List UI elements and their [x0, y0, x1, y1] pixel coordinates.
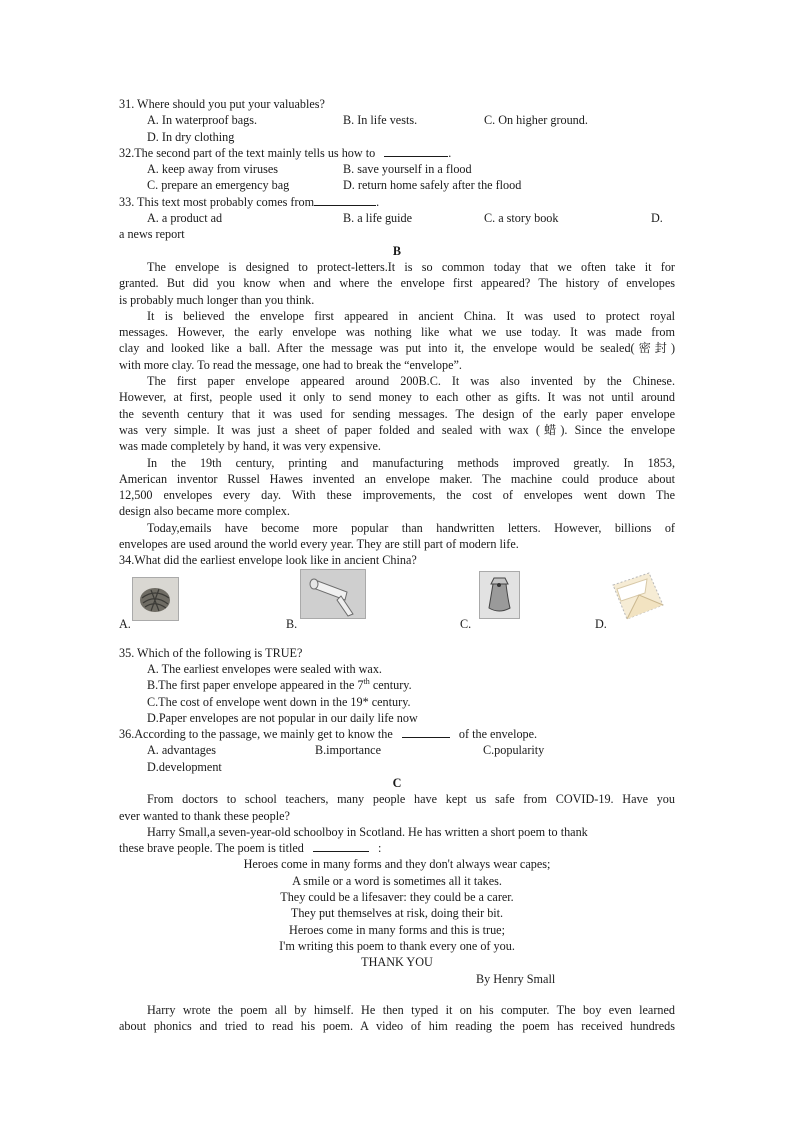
q34-option-c-label: C.	[460, 617, 472, 632]
q35-option-a: A. The earliest envelopes were sealed with wax.	[147, 661, 382, 676]
q33-option-c: C. a story book	[484, 211, 559, 226]
section-c-heading: C	[392, 775, 402, 790]
passage-b-line: American inventor Russel Hawes invented an envelope maker. The machine could produce about	[119, 471, 675, 486]
poem-line: Heroes come in many forms and this is true;	[289, 922, 505, 937]
q32-options-row1	[119, 161, 675, 177]
passage-c-line: From doctors to school teachers, many people have kept us safe from COVID-19. Have you	[147, 792, 675, 807]
poem-line: Heroes come in many forms and they don't always wear capes;	[243, 857, 551, 872]
q33-option-d-label: D.	[651, 211, 663, 226]
poem-title: THANK YOU	[361, 955, 433, 970]
poem-line: I'm writing this poem to thank every one of you.	[279, 938, 515, 953]
q31-stem: 31. Where should you put your valuables?	[119, 97, 325, 111]
passage-b-line: The envelope is designed to protect-letters.It is so common today that we often take it for	[147, 259, 675, 274]
poem-line: They could be a lifesaver: they could be a carer.	[280, 890, 514, 905]
q32-option-b: B. save yourself in a flood	[343, 162, 472, 177]
poem	[119, 856, 675, 986]
q36-options-row1	[119, 742, 675, 758]
q32-option-a: A. keep away from viruses	[147, 162, 278, 177]
q35-option-c: C.The cost of envelope went down in the 19* century.	[147, 694, 411, 709]
q33-option-d-text: a news report	[119, 227, 185, 242]
q36-option-c: C.popularity	[483, 743, 545, 758]
scroll-icon	[300, 569, 366, 619]
poem-author: By Henry Small	[476, 971, 556, 986]
q31-options-row1	[119, 112, 675, 128]
q36-option-b: B.importance	[315, 743, 381, 758]
q34-image-options	[119, 569, 675, 633]
q33-stem-line: 33. This text most probably comes from .	[119, 194, 380, 209]
passage-b-line: Today,emails have become more popular than handwritten letters. However, billions of	[147, 520, 675, 535]
q31-option-a: A. In waterproof bags.	[147, 113, 257, 128]
passage-b-line: clay and looked like a ball. After the message was put into it, the envelope would be sealed(密封)	[119, 341, 675, 356]
poem-line: They put themselves at risk, doing their bit.	[290, 906, 504, 921]
passage-c2	[119, 1002, 675, 1035]
q32-option-d: D. return home safely after the flood	[343, 178, 522, 193]
q35-option-b: B.The first paper envelope appeared in the 7th century.	[147, 677, 412, 693]
q35-stem: 35. Which of the following is TRUE?	[119, 645, 303, 660]
clay-ball-icon	[132, 577, 179, 621]
q36-stem: 36.According to the passage, we mainly get to know the	[119, 727, 393, 742]
passage-b-line: the seventh century that it was used for sending messages. The design of the early paper envelope	[119, 406, 675, 421]
q33-options-row1	[119, 210, 675, 226]
q32-blank	[384, 145, 448, 157]
passage-c2-line: about phonics and tried to read his poem. A video of him reading the poem has received hundreds	[119, 1019, 675, 1034]
pouch-icon	[479, 571, 520, 619]
passage-c-line: Harry Small,a seven-year-old schoolboy in Scotland. He has written a short poem to thank	[147, 824, 588, 839]
passage-b-line: granted. But did you know when and where the envelope first appeared? The history of envelopes	[119, 276, 675, 291]
q36-option-d: D.development	[147, 759, 222, 774]
q36-stem-line: 36.According to the passage, we mainly get to know the of the envelope.	[119, 727, 538, 742]
passage-b-line: was made completely by hand, it was very expensive.	[119, 439, 381, 454]
q34-option-a-label: A.	[119, 617, 131, 632]
passage-b-line: is probably much longer than you think.	[119, 292, 315, 307]
passage-c-line: ever wanted to thank these people?	[119, 808, 290, 823]
passage-b	[119, 259, 675, 552]
q34-option-d-label: D.	[595, 617, 607, 632]
q32-options-row2	[119, 177, 675, 193]
poem-title-blank	[313, 840, 369, 852]
q36-option-a: A. advantages	[147, 743, 217, 758]
q32-stem-line: 32.The second part of the text mainly tells us how to .	[119, 145, 452, 160]
passage-b-line: 12,500 envelopes every day. With these improvements, the cost of envelopes went down The	[119, 488, 675, 503]
q33-blank	[314, 194, 376, 206]
q34-option-b-label: B.	[286, 617, 298, 632]
exam-page	[119, 96, 675, 1034]
passage-b-line: envelopes are used around the world every year. They are still part of modern life.	[119, 537, 519, 552]
poem-line: A smile or a word is sometimes all it takes.	[292, 873, 502, 888]
passage-b-line: The first paper envelope appeared around 200B.C. It was also invented by the Chinese.	[147, 374, 675, 389]
q31-option-d: D. In dry clothing	[147, 129, 235, 144]
passage-b-line: It is believed the envelope first appeared in ancient China. It was used to protect royal	[147, 308, 675, 323]
section-b-heading: B	[392, 243, 402, 258]
q31-option-b: B. In life vests.	[343, 113, 418, 128]
q32-option-c: C. prepare an emergency bag	[147, 178, 290, 193]
q33-option-b: B. a life guide	[343, 211, 413, 226]
q33-stem: 33. This text most probably comes from	[119, 194, 315, 209]
passage-b-line: design also became more complex.	[119, 504, 290, 519]
passage-b-line: messages. However, the early envelope was nothing like what we use today. It was made from	[119, 325, 675, 340]
q32-stem: 32.The second part of the text mainly tells us how to	[119, 145, 376, 160]
passage-c	[119, 791, 675, 856]
passage-b-line: was very simple. It was just a sheet of paper folded and sealed with wax (蜡). Since the envelope	[119, 422, 675, 437]
q36-blank	[402, 726, 450, 738]
q35-option-d: D.Paper envelopes are not popular in our daily life now	[147, 710, 418, 725]
passage-b-line: with more clay. To read the message, one had to break the “envelope”.	[119, 357, 462, 372]
q33-option-a: A. a product ad	[147, 211, 223, 226]
paper-envelope-icon	[609, 571, 665, 621]
q31-option-c: C. On higher ground.	[484, 113, 588, 128]
passage-c-line: these brave people. The poem is titled :	[119, 841, 382, 856]
passage-b-line: However, at first, people used it only to send money to each other as gifts. It was not until around	[119, 390, 675, 405]
passage-c2-line: Harry wrote the poem all by himself. He then typed it on his computer. The boy even learned	[147, 1002, 675, 1017]
q34-stem: 34.What did the earliest envelope look like in ancient China?	[119, 553, 417, 568]
passage-b-line: In the 19th century, printing and manufacturing methods improved greatly. In 1853,	[147, 455, 675, 470]
